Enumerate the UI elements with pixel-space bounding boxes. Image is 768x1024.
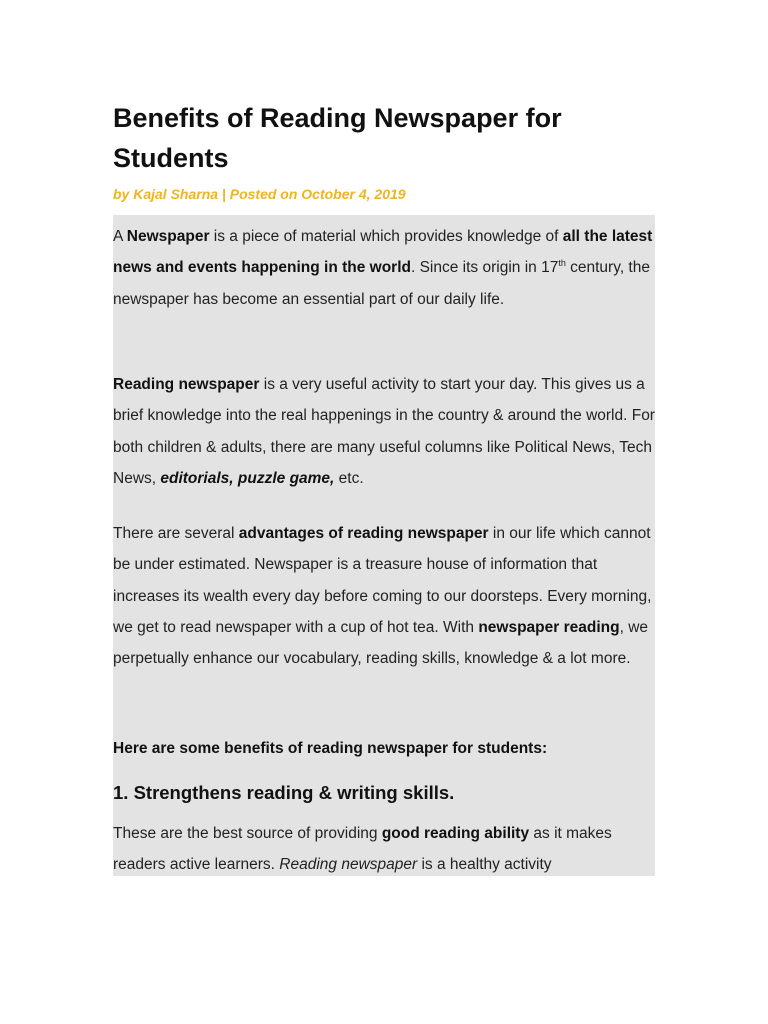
text-run: A	[113, 228, 127, 245]
article-content	[113, 215, 655, 876]
bold-text: advantages of reading newspaper	[238, 525, 489, 542]
text-run: These are the best source of providing	[113, 825, 382, 842]
bold-italic-text	[160, 470, 334, 487]
paragraph-reading-skills	[113, 818, 655, 876]
text-run: is a piece of material which provides knowledge of	[209, 228, 563, 245]
bold-text: Here are some benefits of reading newspaper for students:	[113, 740, 548, 757]
paragraph-intro	[113, 221, 655, 315]
text-run: century, the newspaper has become an essential part of our daily life.	[113, 259, 650, 308]
text-run: , we perpetually enhance our vocabulary, reading skills, knowledge & a lot more.	[113, 618, 649, 668]
paragraph-advantages	[113, 518, 655, 674]
article-byline[interactable]: by Kajal Sharna | Posted on October 4, 2019	[113, 186, 406, 202]
text-run: etc.	[334, 469, 364, 487]
text-run: as it makes readers active learners.	[113, 825, 612, 874]
superscript-text: th	[558, 258, 566, 269]
bold-text: good reading ability	[381, 825, 530, 842]
article-title: Benefits of Reading Newspaper for Students	[113, 103, 562, 173]
text-run: There are several	[113, 525, 239, 542]
text-run: is a very useful activity to start your day. This gives us a brief knowledge into the real happenings in the country & around the world. For both children & adults, there are many useful columns like Political News, Tech News,	[113, 376, 655, 487]
paragraph-reading-newspaper	[113, 369, 655, 494]
text-run: . Since its origin in 17	[410, 259, 559, 277]
bold-text: Newspaper	[126, 228, 210, 245]
bold-text: all the latest news and events happening in the world	[113, 228, 653, 277]
text-run: is a healthy activity	[417, 856, 552, 874]
text-run: in our life which cannot be under estimated. Newspaper is a treasure house of information that increases its wealth every day before coming to our doorsteps. Every morning, we get to read newspaper with a cup of hot tea. With	[113, 525, 652, 636]
section-heading: 1. Strengthens reading & writing skills.	[113, 782, 455, 803]
bold-text: Reading newspaper	[113, 376, 260, 393]
italic-text: Reading newspaper	[279, 856, 418, 874]
bold-text: newspaper reading	[478, 618, 620, 636]
benefits-intro	[113, 733, 655, 764]
italic-text: editorials, puzzle game,	[160, 469, 335, 487]
